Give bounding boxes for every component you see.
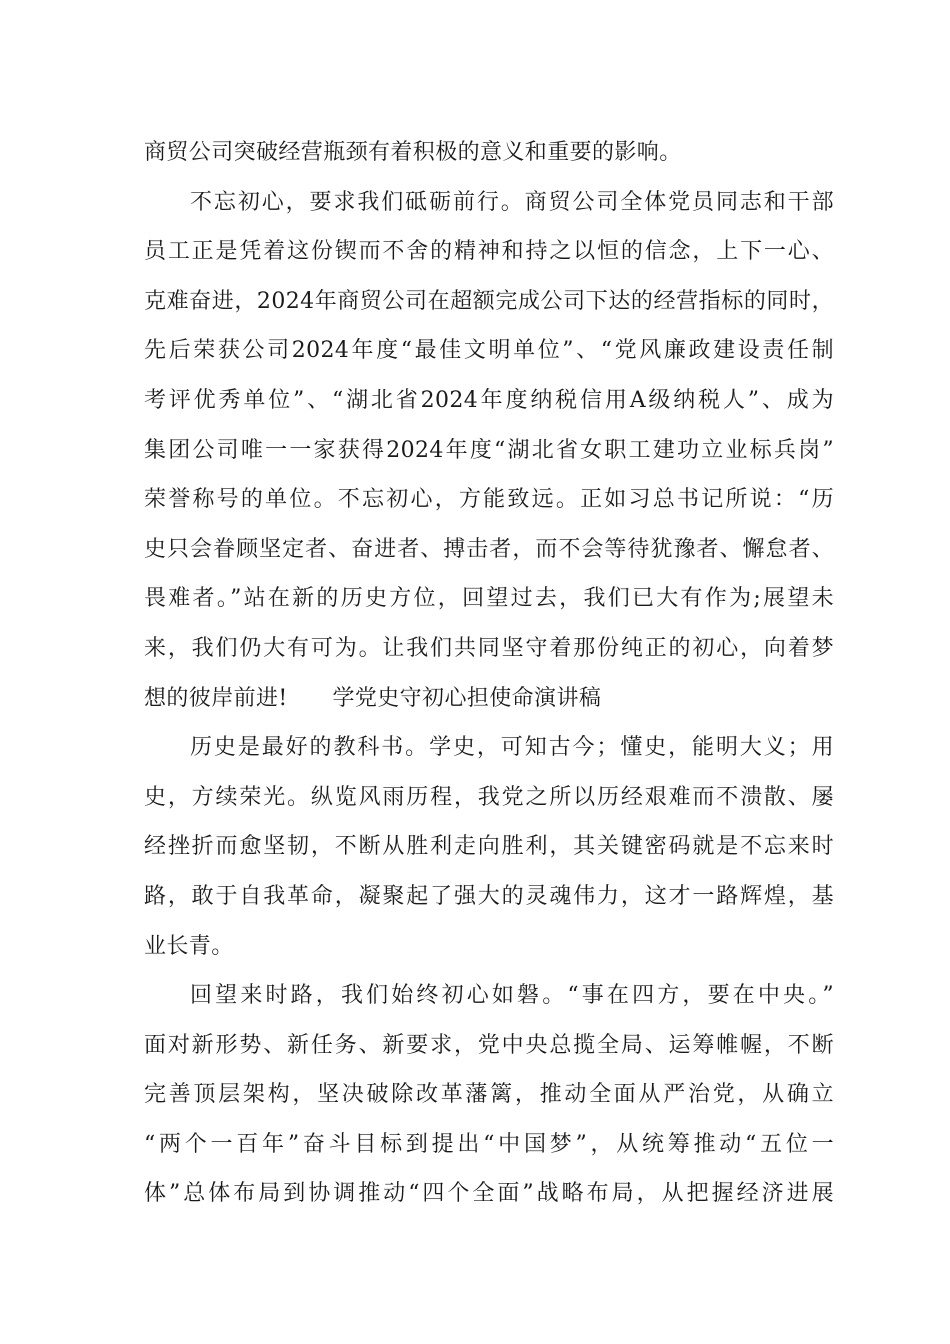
text-line: 业长青。: [144, 933, 234, 959]
text-line: 商贸公司突破经营瓶颈有着积极的意义和重要的影响。: [144, 140, 682, 165]
text-line: “两个一百年”奋斗目标到提出“中国梦”，从统筹推动“五位一: [144, 1131, 834, 1157]
text-line: 来，我们仍大有可为。让我们共同坚守着那份纯正的初心，向着梦: [144, 635, 834, 661]
text-line: 体”总体布局到协调推动“四个全面”战略布局，从把握经济进展: [144, 1181, 834, 1207]
text-line: 员工正是凭着这份锲而不舍的精神和持之以恒的信念，上下一心、: [144, 239, 834, 265]
text-line: 想的彼岸前进! 学党史守初心担使命演讲稿: [144, 685, 602, 711]
text-line: 史，方续荣光。纵览风雨历程，我党之所以历经艰难而不溃散、屡: [144, 784, 834, 810]
text-line: 畏难者。”站在新的历史方位，回望过去，我们已大有作为;展望未: [144, 586, 834, 612]
document-body: [144, 128, 834, 1219]
text-line: 历史是最好的教科书。学史，可知古今；懂史，能明大义；用: [190, 735, 834, 761]
text-line: 集团公司唯一一家获得2024年度“湖北省女职工建功立业标兵岗”: [144, 437, 834, 463]
text-line: 史只会眷顾坚定者、奋进者、搏击者，而不会等待犹豫者、懈怠者、: [144, 536, 834, 562]
text-line: 考评优秀单位”、“湖北省2024年度纳税信用A级纳税人”、成为: [144, 387, 834, 413]
text-line: 回望来时路，我们始终初心如磐。“事在四方，要在中央。”: [190, 983, 834, 1009]
text-line: 克难奋进，2024年商贸公司在超额完成公司下达的经营指标的同时，: [144, 288, 834, 314]
text-line: 荣誉称号的单位。不忘初心，方能致远。正如习总书记所说：“历: [144, 487, 834, 513]
text-line: 完善顶层架构，坚决破除改革藩篱，推动全面从严治党，从确立: [144, 1082, 834, 1108]
text-line: 路，敢于自我革命，凝聚起了强大的灵魂伟力，这才一路辉煌，基: [144, 883, 834, 909]
text-line: 经挫折而愈坚韧，不断从胜利走向胜利，其关键密码就是不忘来时: [144, 834, 834, 860]
text-line: 面对新形势、新任务、新要求，党中央总揽全局、运筹帷幄，不断: [144, 1032, 834, 1058]
text-line: 先后荣获公司2024年度“最佳文明单位”、“党风廉政建设责任制: [144, 338, 834, 364]
text-line: 不忘初心，要求我们砥砺前行。商贸公司全体党员同志和干部: [190, 189, 834, 215]
